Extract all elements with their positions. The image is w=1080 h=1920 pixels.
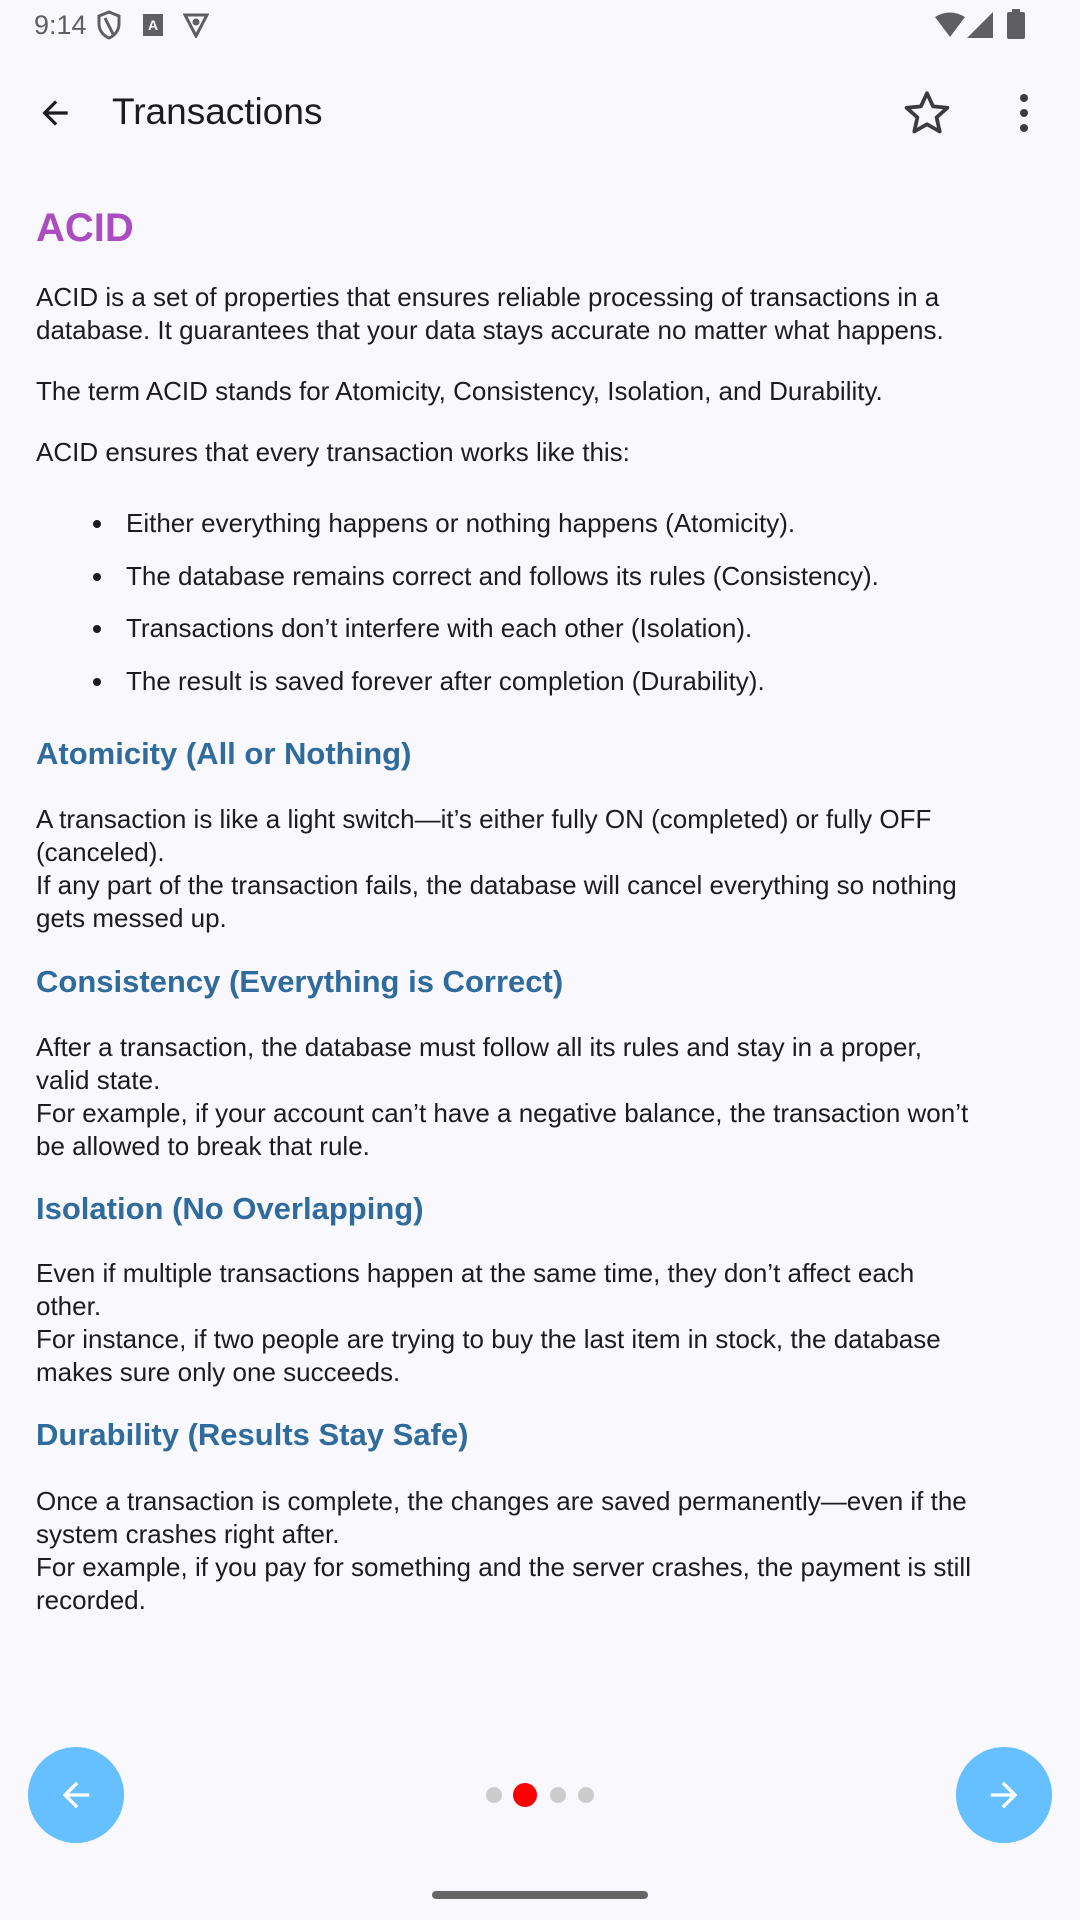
list-item: Either everything happens or nothing happens (Atomicity). xyxy=(126,508,796,538)
font-a-icon xyxy=(143,14,163,36)
status-time: 9:14 xyxy=(34,10,87,40)
page-indicator-dot-active[interactable] xyxy=(513,1783,537,1807)
section-body: Even if multiple transactions happen at the same time, they don’t affect each other. For instance, if two people are trying to buy the last item in stock, the database makes sure only one succeeds. xyxy=(36,1258,941,1387)
back-arrow-icon[interactable] xyxy=(36,94,74,132)
page-indicator-dot[interactable] xyxy=(486,1787,502,1803)
intro-paragraph: The term ACID stands for Atomicity, Consistency, Isolation, and Durability. xyxy=(36,376,883,406)
list-item: Transactions don’t interfere with each other (Isolation). xyxy=(126,613,753,643)
page-title: Transactions xyxy=(112,91,323,132)
arrow-left-icon xyxy=(56,1775,96,1815)
section-body: Once a transaction is complete, the changes are saved permanently—even if the system crashes right after. For example, if you pay for something and the server crashes, the payment is still recorded. xyxy=(36,1486,971,1615)
section-heading: Atomicity (All or Nothing) xyxy=(36,736,412,771)
section-heading: Consistency (Everything is Correct) xyxy=(36,964,564,999)
vpn-icon xyxy=(183,12,209,38)
star-outline-icon[interactable] xyxy=(902,88,952,138)
more-vert-icon[interactable] xyxy=(1011,92,1037,134)
section-body: A transaction is like a light switch—it’s either fully ON (completed) or fully OFF (canceled). If any part of the transaction fails, the database will cancel everything so nothing gets messed up. xyxy=(36,804,957,933)
list-item: The result is saved forever after completion (Durability). xyxy=(126,666,765,696)
list-item: The database remains correct and follows its rules (Consistency). xyxy=(126,561,879,591)
svg-text:A: A xyxy=(147,17,159,33)
battery-icon xyxy=(1007,9,1025,39)
previous-page-button[interactable] xyxy=(28,1747,124,1843)
next-page-button[interactable] xyxy=(956,1747,1052,1843)
intro-paragraph: ACID ensures that every transaction works like this: xyxy=(36,437,630,467)
section-heading: Durability (Results Stay Safe) xyxy=(36,1417,469,1452)
section-heading: Isolation (No Overlapping) xyxy=(36,1191,424,1226)
article-heading: ACID xyxy=(36,206,134,250)
section-body: After a transaction, the database must follow all its rules and stay in a proper, valid state. For example, if your account can’t have a negative balance, the transaction won’t be allowed to break that rule. xyxy=(36,1032,969,1161)
wifi-icon xyxy=(935,12,965,38)
signal-icon xyxy=(967,12,993,38)
page-indicator-dot[interactable] xyxy=(578,1787,594,1803)
home-indicator[interactable] xyxy=(432,1891,648,1899)
shield-icon xyxy=(96,10,122,40)
arrow-right-icon xyxy=(984,1775,1024,1815)
page-indicator-dot[interactable] xyxy=(550,1787,566,1803)
intro-paragraph: ACID is a set of properties that ensures reliable processing of transactions in a database. It guarantees that your data stays accurate no matter what happens. xyxy=(36,282,944,345)
